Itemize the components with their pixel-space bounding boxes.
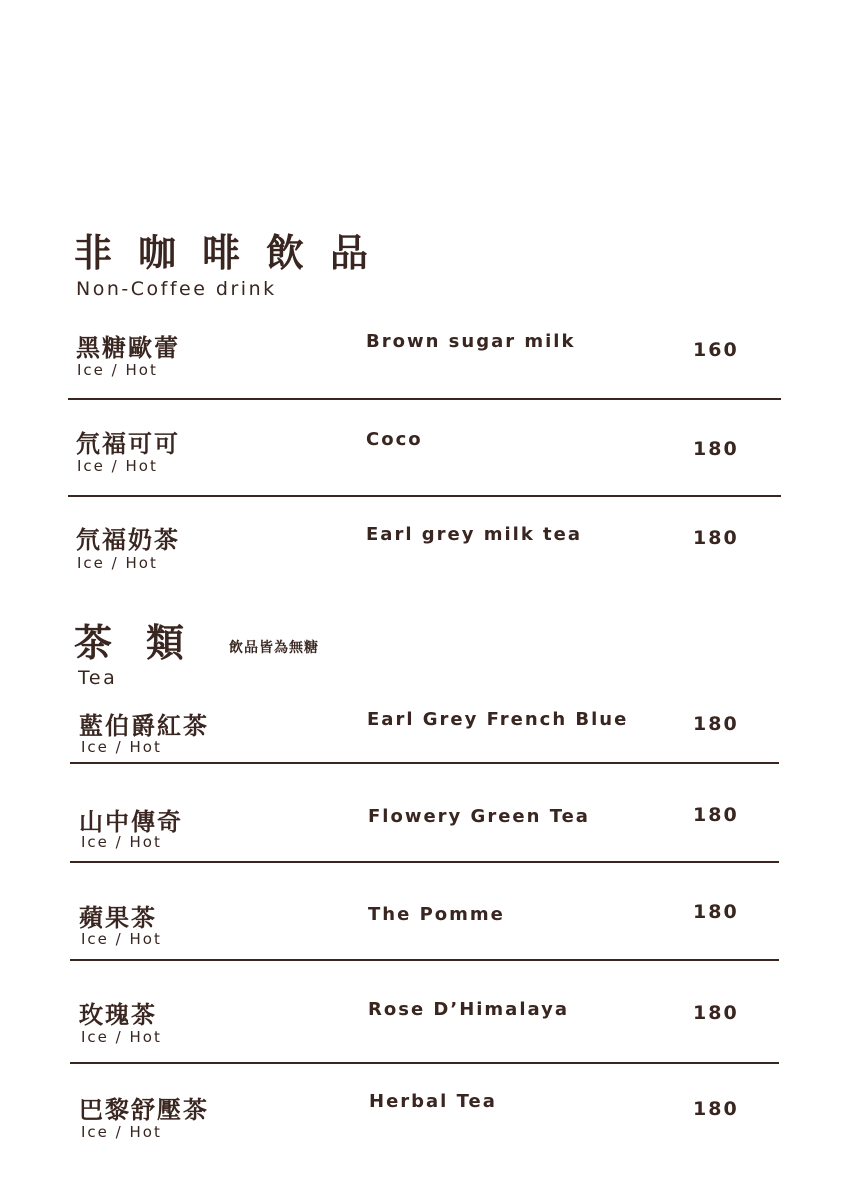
item-name-zh: 藍伯爵紅茶	[79, 712, 209, 740]
item-price: 180	[693, 527, 739, 549]
item-name-en: Herbal Tea	[369, 1091, 497, 1112]
item-name-en: Earl grey milk tea	[366, 524, 583, 545]
item-price: 180	[693, 901, 739, 923]
item-name-zh: 氘福奶茶	[76, 526, 180, 554]
item-name-zh: 蘋果茶	[79, 904, 157, 932]
divider	[70, 959, 779, 961]
item-name-zh: 巴黎舒壓茶	[79, 1096, 209, 1124]
section-note: 飲品皆為無糖	[229, 640, 319, 656]
divider	[70, 1062, 779, 1064]
item-temperature: Ice / Hot	[77, 457, 158, 475]
item-name-zh: 山中傳奇	[79, 808, 183, 836]
item-price: 180	[693, 1002, 739, 1024]
item-name-en: The Pomme	[368, 904, 505, 925]
section-subtitle-non-coffee: Non-Coffee drink	[76, 278, 277, 300]
item-price: 180	[693, 1098, 739, 1120]
divider	[70, 861, 779, 863]
divider	[68, 398, 781, 400]
item-price: 180	[693, 713, 739, 735]
divider	[68, 495, 781, 497]
item-price: 180	[693, 438, 739, 460]
item-temperature: Ice / Hot	[77, 361, 158, 379]
item-name-en: Coco	[366, 429, 423, 450]
item-name-en: Rose D’Himalaya	[368, 999, 569, 1020]
item-temperature: Ice / Hot	[81, 1123, 162, 1141]
item-temperature: Ice / Hot	[81, 738, 162, 756]
item-name-zh: 氘福可可	[76, 430, 180, 458]
item-name-zh: 黑糖歐蕾	[76, 334, 180, 362]
item-temperature: Ice / Hot	[77, 554, 158, 572]
item-name-zh: 玫瑰茶	[79, 1001, 157, 1029]
item-temperature: Ice / Hot	[81, 833, 162, 851]
section-title-non-coffee: 非咖啡飲品	[74, 231, 395, 275]
item-name-en: Flowery Green Tea	[368, 806, 590, 827]
divider	[70, 762, 779, 764]
item-name-en: Brown sugar milk	[366, 331, 576, 352]
section-subtitle-tea: Tea	[78, 667, 118, 689]
item-price: 180	[693, 804, 739, 826]
section-title-tea: 茶類	[74, 621, 219, 665]
item-temperature: Ice / Hot	[81, 930, 162, 948]
item-price: 160	[693, 339, 739, 361]
item-name-en: Earl Grey French Blue	[367, 709, 629, 730]
item-temperature: Ice / Hot	[81, 1028, 162, 1046]
